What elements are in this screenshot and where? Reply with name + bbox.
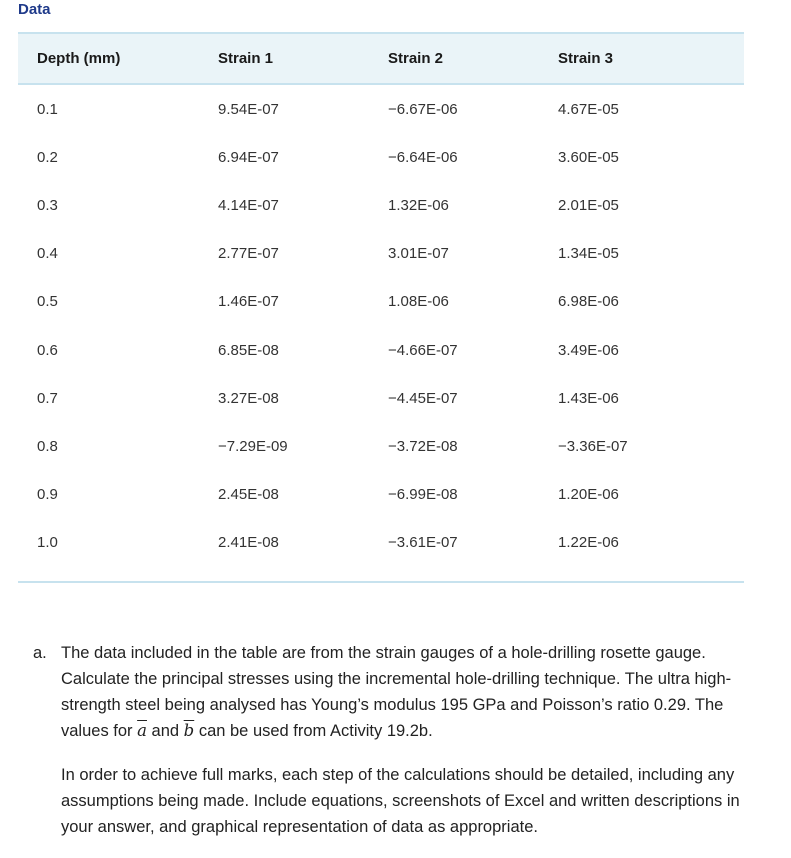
cell-strain-1: −7.29E-09: [218, 437, 288, 455]
cell-depth: 0.6: [37, 341, 58, 359]
cell-strain-2: −3.72E-08: [388, 437, 458, 455]
cell-strain-3: 3.60E-05: [558, 148, 619, 166]
cell-strain-1: 9.54E-07: [218, 100, 279, 118]
cell-strain-3: 6.98E-06: [558, 293, 619, 311]
cell-depth: 0.7: [37, 389, 58, 407]
question-text-part-2: can be used from Activity 19.2b.: [194, 722, 433, 740]
cell-depth: 0.1: [37, 100, 58, 118]
cell-strain-3: 1.43E-06: [558, 389, 619, 407]
question-paragraph-1: [61, 640, 753, 744]
symbol-b-bar: $\overline{b}$: [183, 721, 195, 740]
cell-strain-1: 6.85E-08: [218, 341, 279, 359]
symbol-a-bar: $\overline{a}$: [137, 721, 147, 740]
table-row: [18, 85, 744, 133]
cell-strain-1: 1.46E-07: [218, 293, 279, 311]
table-row: [18, 422, 744, 470]
cell-strain-2: −6.64E-06: [388, 148, 458, 166]
cell-strain-2: −6.67E-06: [388, 100, 458, 118]
cell-strain-3: −3.36E-07: [558, 437, 628, 455]
table-row: [18, 326, 744, 374]
cell-depth: 0.9: [37, 486, 58, 504]
cell-strain-1: 6.94E-07: [218, 148, 279, 166]
cell-strain-3: 2.01E-05: [558, 196, 619, 214]
cell-depth: 0.2: [37, 148, 58, 166]
table-row: [18, 519, 744, 567]
cell-depth: 1.0: [37, 534, 58, 552]
cell-depth: 0.3: [37, 196, 58, 214]
table-row: [18, 230, 744, 278]
header-depth: Depth (mm): [37, 50, 121, 67]
question-label: a.: [33, 644, 47, 662]
cell-strain-3: 1.20E-06: [558, 486, 619, 504]
cell-strain-2: 1.08E-06: [388, 293, 449, 311]
cell-strain-1: 2.45E-08: [218, 486, 279, 504]
table-row: [18, 278, 744, 326]
cell-strain-3: 4.67E-05: [558, 100, 619, 118]
cell-strain-1: 2.77E-07: [218, 245, 279, 263]
question-list: [33, 640, 753, 858]
section-heading: Data: [18, 1, 51, 18]
table-header-row: [18, 34, 744, 85]
cell-strain-2: 3.01E-07: [388, 245, 449, 263]
cell-depth: 0.4: [37, 245, 58, 263]
question-body: [61, 640, 753, 858]
header-strain-3: Strain 3: [558, 50, 614, 67]
cell-strain-2: −4.45E-07: [388, 389, 458, 407]
cell-strain-3: 3.49E-06: [558, 341, 619, 359]
header-strain-2: Strain 2: [388, 50, 444, 67]
table-row: [18, 471, 744, 519]
strain-data-table: [18, 32, 744, 583]
table-row: [18, 181, 744, 229]
cell-strain-2: −4.66E-07: [388, 341, 458, 359]
question-text-part-1: The data included in the table are from the strain gauges of a hole-drilling rosette gauge. Calculate the principal stresses using the incremental hole-drilling technique. The ultra high-strength steel being analysed has Young’s modulus 195 GPa and Poisson’s ratio 0.29. The values for: [61, 644, 732, 740]
question-paragraph-2: In order to achieve full marks, each step of the calculations should be detailed, including any assumptions being made. Include equations, screenshots of Excel and written descriptions in your answer, and graphical representation of data as appropriate.: [61, 766, 740, 836]
table-body: [18, 85, 744, 581]
cell-strain-1: 3.27E-08: [218, 389, 279, 407]
cell-strain-1: 4.14E-07: [218, 196, 279, 214]
question-text-and: and: [146, 722, 184, 740]
cell-strain-2: −6.99E-08: [388, 486, 458, 504]
cell-strain-1: 2.41E-08: [218, 534, 279, 552]
cell-strain-3: 1.22E-06: [558, 534, 619, 552]
cell-strain-2: 1.32E-06: [388, 196, 449, 214]
cell-depth: 0.5: [37, 293, 58, 311]
question-item: [33, 640, 753, 858]
table-row: [18, 374, 744, 422]
header-strain-1: Strain 1: [218, 50, 274, 67]
cell-depth: 0.8: [37, 437, 58, 455]
cell-strain-3: 1.34E-05: [558, 245, 619, 263]
table-row: [18, 133, 744, 181]
cell-strain-2: −3.61E-07: [388, 534, 458, 552]
